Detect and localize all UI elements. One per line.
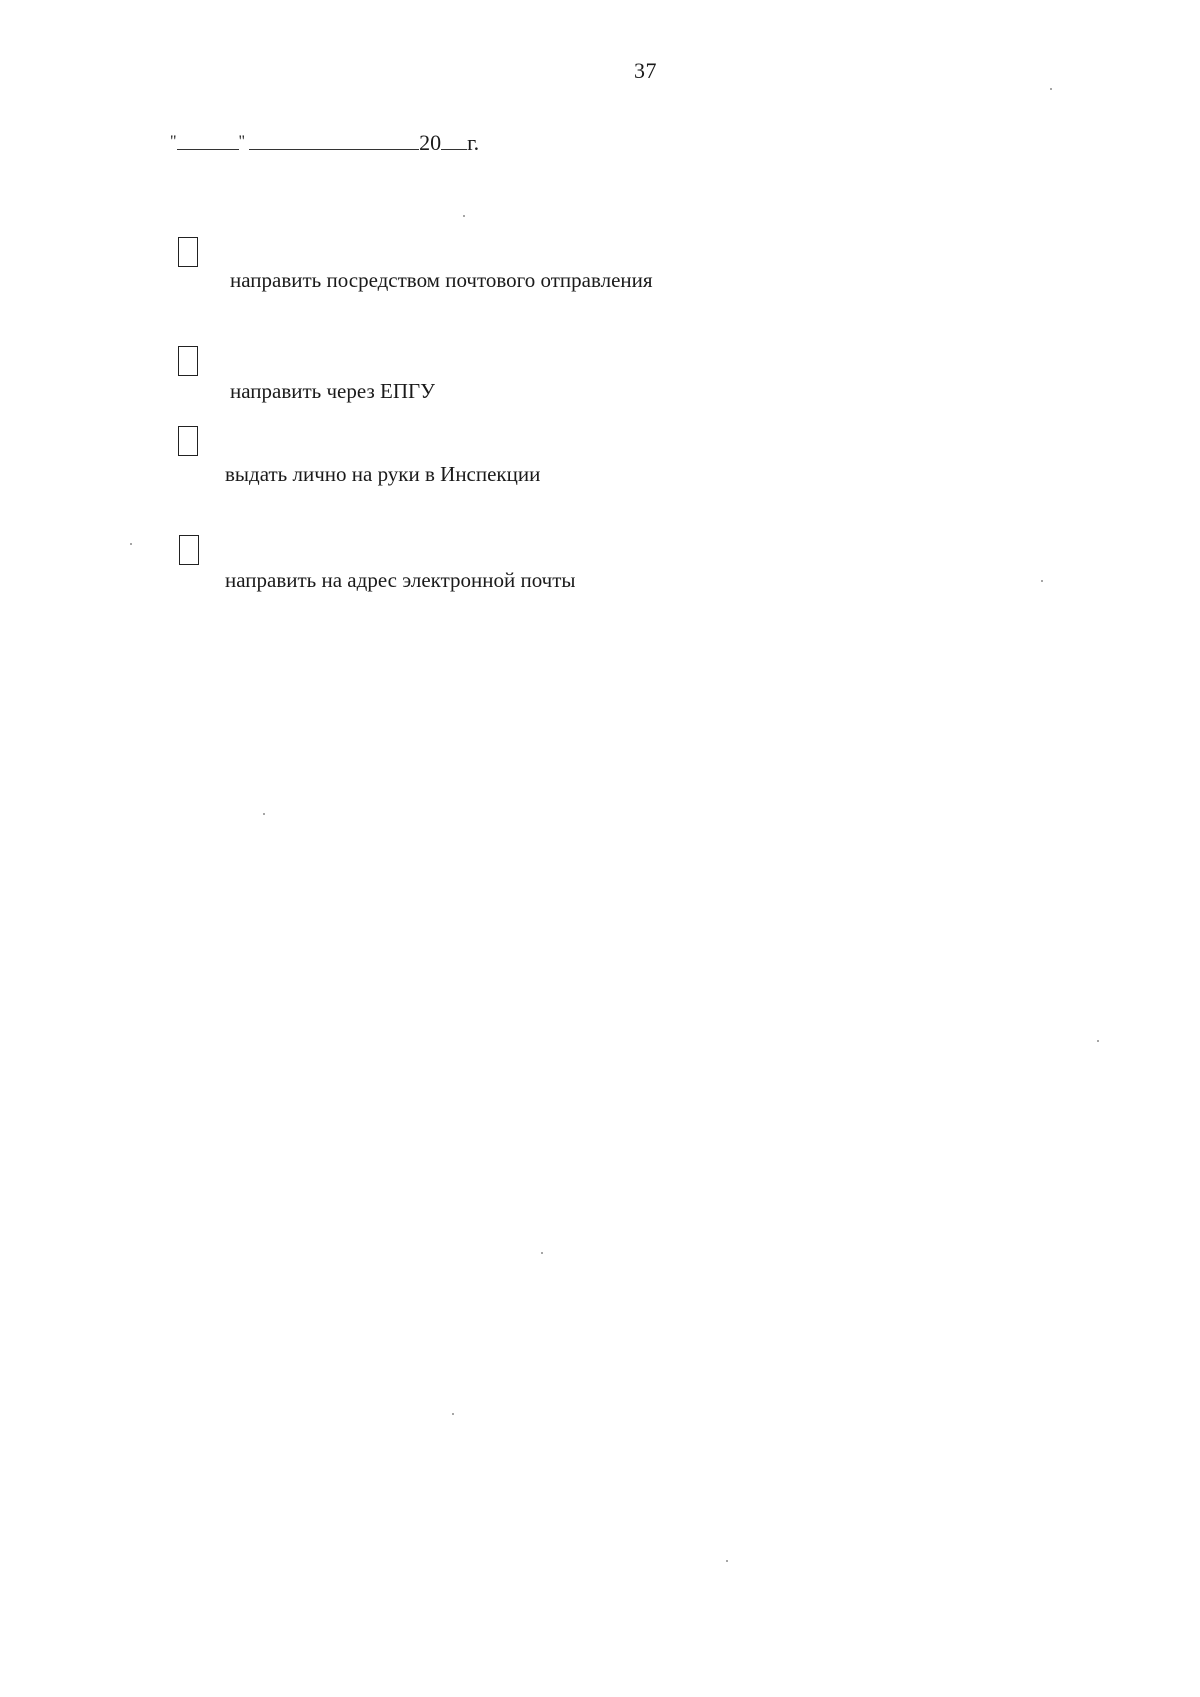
scan-speck: [452, 1413, 454, 1415]
option-email-label: направить на адрес электронной почты: [225, 568, 576, 592]
scan-speck: [263, 813, 265, 815]
date-year-prefix: 20: [419, 130, 442, 155]
option-post-checkbox[interactable]: [178, 237, 198, 267]
scan-speck: [1041, 580, 1043, 582]
date-close-quote: ": [238, 133, 246, 150]
date-open-quote: ": [170, 133, 177, 150]
scan-speck: [726, 1560, 728, 1562]
page-number: 37: [634, 58, 657, 83]
date-day-blank[interactable]: [177, 131, 239, 150]
scan-speck: [541, 1252, 543, 1254]
scan-speck: [1097, 1040, 1099, 1042]
date-year-suffix: г.: [467, 130, 480, 155]
option-post-label: направить посредством почтового отправления: [230, 268, 653, 292]
scan-speck: [1050, 88, 1052, 90]
scan-speck: [463, 215, 465, 217]
option-in-person-checkbox[interactable]: [178, 426, 198, 456]
option-epgu-label: направить через ЕПГУ: [230, 379, 436, 403]
option-in-person-label: выдать лично на руки в Инспекции: [225, 462, 541, 486]
option-email-checkbox[interactable]: [179, 535, 199, 565]
date-month-blank[interactable]: [249, 131, 419, 150]
option-epgu-checkbox[interactable]: [178, 346, 198, 376]
date-year-blank[interactable]: [441, 131, 467, 150]
scan-speck: [130, 543, 132, 545]
date-line: [170, 130, 479, 156]
